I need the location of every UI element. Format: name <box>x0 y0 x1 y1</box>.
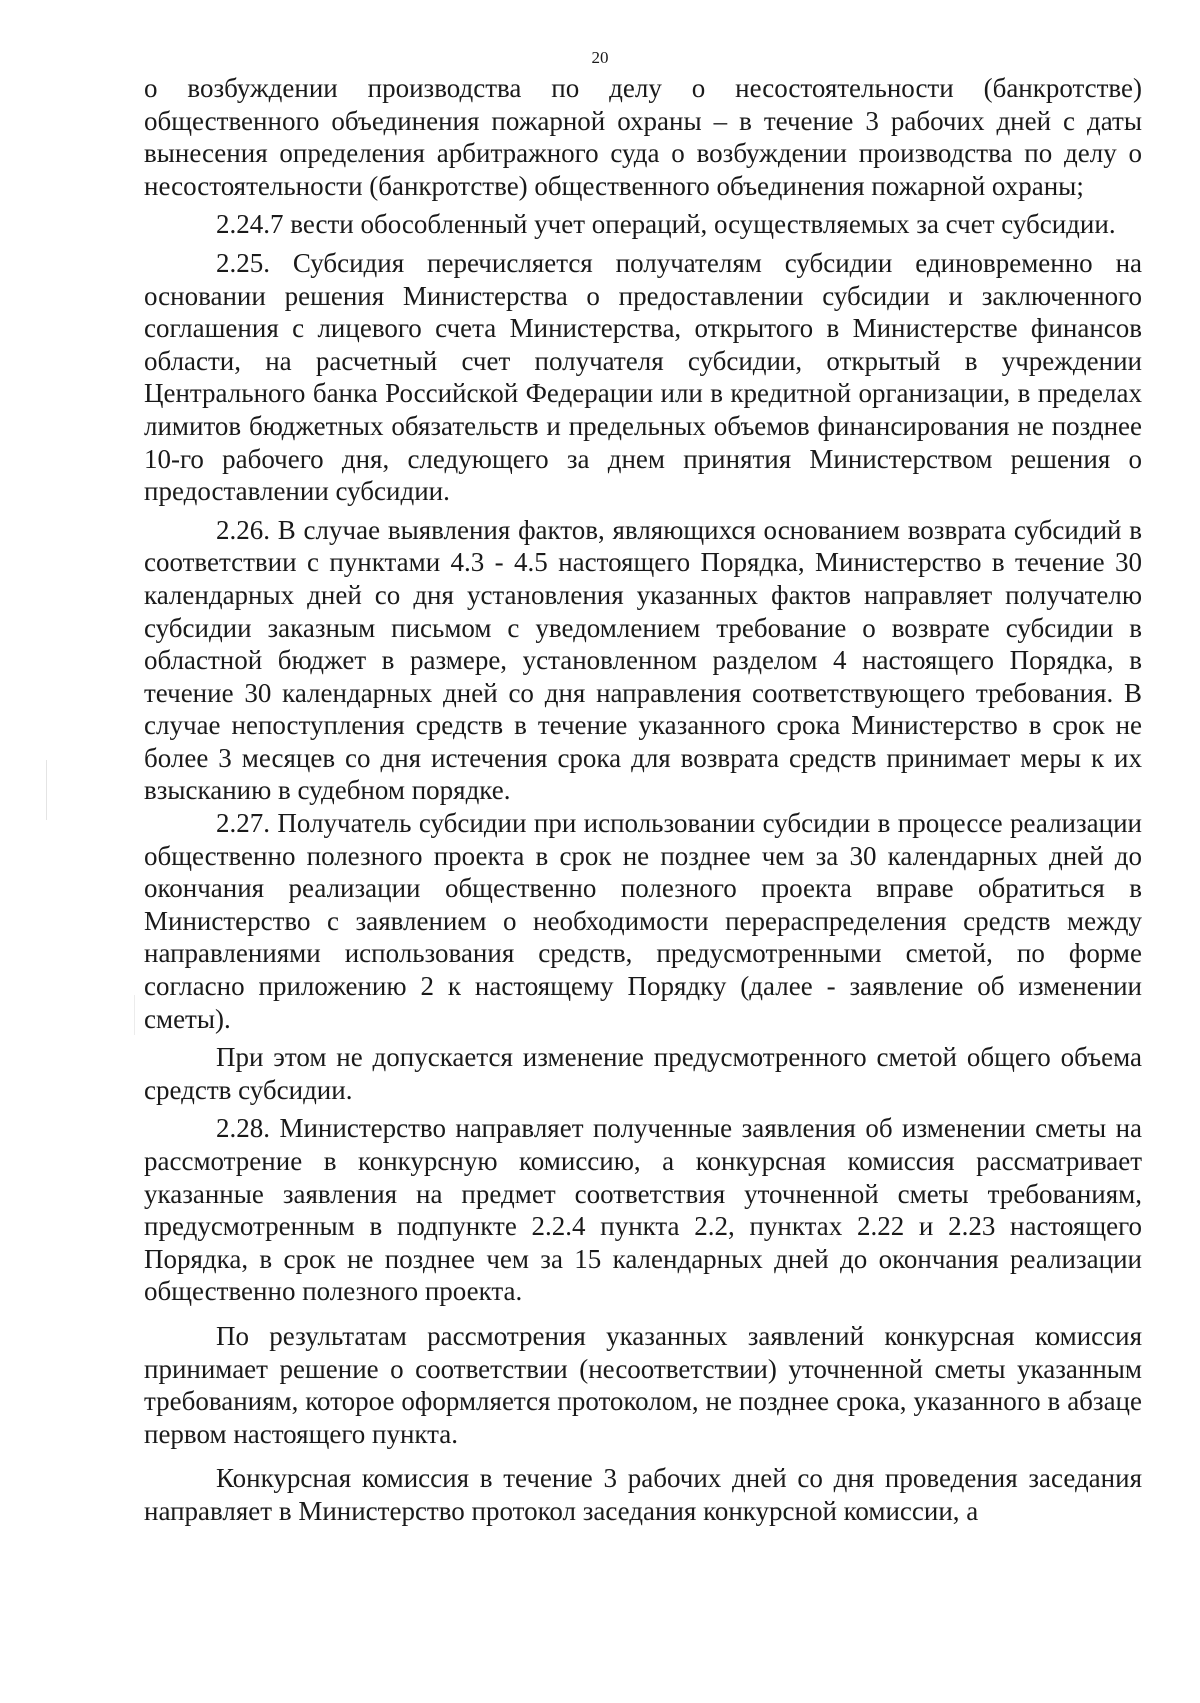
page-number: 20 <box>591 48 609 67</box>
paragraph-2-24-7: 2.24.7 вести обособленный учет операций, осуществляемых за счет субсидии. <box>216 209 1116 240</box>
document-body <box>144 72 1142 1528</box>
paragraph-2-28-results: По результатам рассмотрения указанных заявлений конкурсная комиссия принимает решение о соответствии (несоответствии) уточненной сметы указанным требованиям, которое оформляется протоколом, не позднее срока, указанного в абзаце первом настоящего пункта. <box>144 1320 1142 1449</box>
paragraph-2-26: 2.26. В случае выявления фактов, являющихся основанием возврата субсидий в соответствии с пунктами 4.3 - 4.5 настоящего Порядка, Министерство в течение 30 календарных дней со дня установления указанных фактов направляет получателю субсидии заказным письмом с уведомлением требование о возврате субсидии в областной бюджет в размере, установленном разделом 4 настоящего Порядка, в течение 30 календарных дней со дня направления соответствующего требования. В случае непоступления средств в течение указанного срока Министерство в срок не более 3 месяцев со дня истечения срока для возврата средств принимает меры к их взысканию в судебном порядке. <box>144 514 1142 806</box>
scan-artifact <box>46 760 47 820</box>
paragraph-2-28: 2.28. Министерство направляет полученные заявления об изменении сметы на рассмотрение в конкурсную комиссию, а конкурсная комиссия рассматривает указанные заявления на предмет соответствия уточненной сметы требованиям, предусмотренным в подпункте 2.2.4 пункта 2.2, пунктах 2.22 и 2.23 настоящего Порядка, в срок не позднее чем за 15 календарных дней до окончания реализации общественно полезного проекта. <box>144 1113 1142 1307</box>
paragraph-continuation: о возбуждении производства по делу о несостоятельности (банкротстве) общественного объединения пожарной охраны – в течение 3 рабочих дней с даты вынесения определения арбитражного суда о возбуждении производства по делу о несостоятельности (банкротстве) общественного объединения пожарной охраны; <box>144 73 1142 201</box>
paragraph-2-25: 2.25. Субсидия перечисляется получателям субсидии единовременно на основании решения Министерства о предоставлении субсидии и заключенного соглашения с лицевого счета Министерства, открытого в Министерстве финансов области, на расчетный счет получателя субсидии, открытый в учреждении Центрального банка Российской Федерации или в кредитной организации, в пределах лимитов бюджетных обязательств и предельных объемов финансирования не позднее 10-го рабочего дня, следующего за днем принятия Министерством решения о предоставлении субсидии. <box>144 247 1142 507</box>
paragraph-2-27-note: При этом не допускается изменение предусмотренного сметой общего объема средств субсидии. <box>144 1042 1142 1105</box>
paragraph-2-28-commission: Конкурсная комиссия в течение 3 рабочих дней со дня проведения заседания направляет в Министерство протокол заседания конкурсной комиссии, а <box>144 1463 1142 1526</box>
paragraph-2-27: 2.27. Получатель субсидии при использовании субсидии в процессе реализации общественно полезного проекта в срок не позднее чем за 30 календарных дней до окончания реализации общественно полезного проекта вправе обратиться в Министерство с заявлением о необходимости перераспределения средств между направлениями использования средств, предусмотренными сметой, по форме согласно приложению 2 к настоящему Порядку (далее - заявление об изменении сметы). <box>144 808 1142 1034</box>
scan-artifact <box>134 995 135 1035</box>
